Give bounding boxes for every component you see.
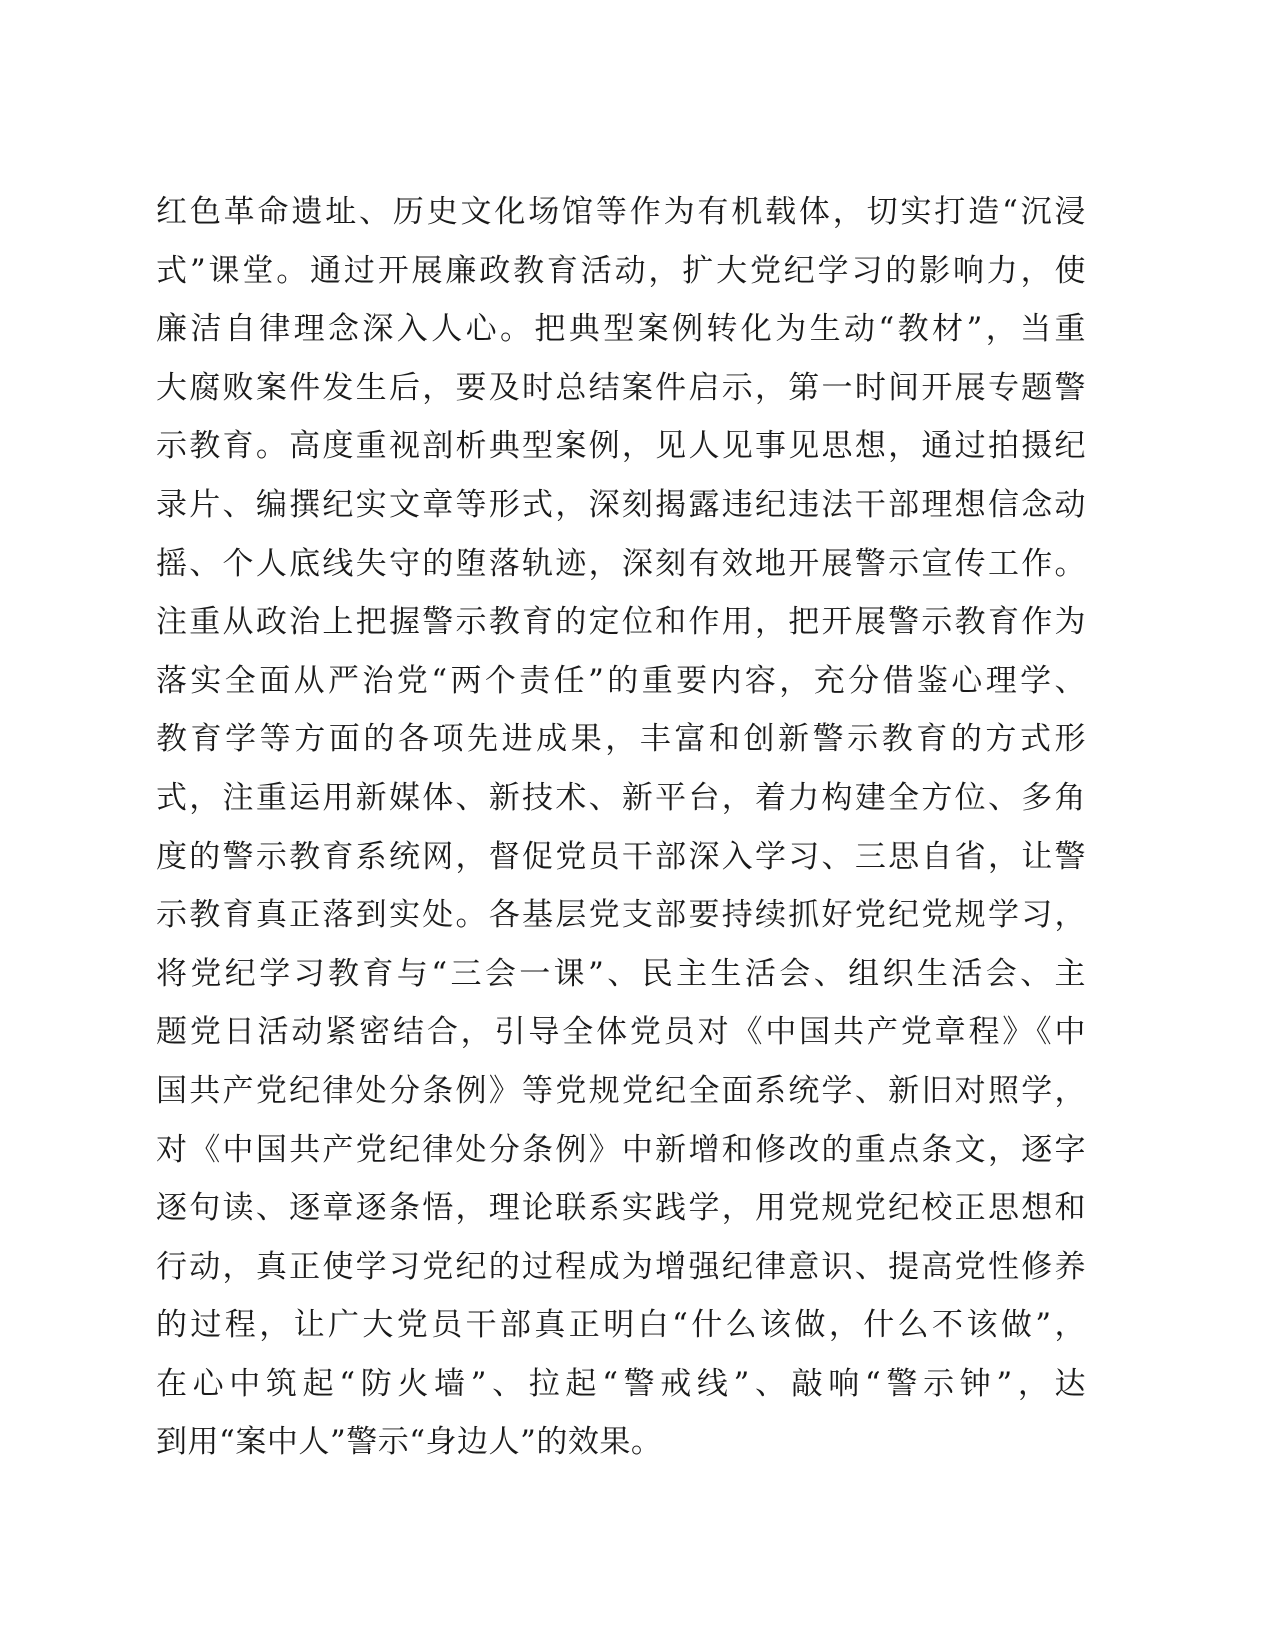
text-line: 度的警示教育系统网，督促党员干部深入学习、三思自省，让警	[156, 838, 1086, 875]
text-line: 行动，真正使学习党纪的过程成为增强纪律意识、提高党性修养	[156, 1248, 1086, 1285]
text-line: 教育学等方面的各项先进成果，丰富和创新警示教育的方式形	[156, 721, 1086, 758]
text-line: 逐句读、逐章逐条悟，理论联系实践学，用党规党纪校正思想和	[156, 1190, 1086, 1227]
text-line: 国共产党纪律处分条例》等党规党纪全面系统学、新旧对照学，	[156, 1072, 1086, 1109]
body-paragraph	[156, 183, 1086, 1472]
text-line: 题党日活动紧密结合，引导全体党员对《中国共产党章程》《中	[156, 1014, 1086, 1051]
text-line: 的过程，让广大党员干部真正明白“什么该做，什么不该做”，	[156, 1307, 1086, 1344]
text-line: 在心中筑起“防火墙”、拉起“警戒线”、敲响“警示钟”，达	[156, 1365, 1086, 1402]
text-line: 红色革命遗址、历史文化场馆等作为有机载体，切实打造“沉浸	[156, 194, 1086, 230]
text-line: 式，注重运用新媒体、新技术、新平台，着力构建全方位、多角	[156, 779, 1086, 816]
text-line: 示教育真正落到实处。各基层党支部要持续抓好党纪党规学习，	[156, 897, 1086, 934]
text-line: 对《中国共产党纪律处分条例》中新增和修改的重点条文，逐字	[156, 1131, 1086, 1168]
text-line: 式”课堂。通过开展廉政教育活动，扩大党纪学习的影响力，使	[156, 252, 1086, 289]
text-line: 将党纪学习教育与“三会一课”、民主生活会、组织生活会、主	[156, 955, 1086, 992]
text-line: 注重从政治上把握警示教育的定位和作用，把开展警示教育作为	[156, 604, 1086, 641]
text-line: 廉洁自律理念深入人心。把典型案例转化为生动“教材”，当重	[156, 311, 1086, 348]
text-line: 录片、编撰纪实文章等形式，深刻揭露违纪违法干部理想信念动	[156, 486, 1086, 523]
text-line-last: 到用“案中人”警示“身边人”的效果。	[156, 1424, 663, 1461]
text-line: 示教育。高度重视剖析典型案例，见人见事见思想，通过拍摄纪	[156, 428, 1086, 465]
text-line: 摇、个人底线失守的堕落轨迹，深刻有效地开展警示宣传工作。	[156, 545, 1086, 582]
text-line: 落实全面从严治党“两个责任”的重要内容，充分借鉴心理学、	[156, 662, 1086, 699]
text-line: 大腐败案件发生后，要及时总结案件启示，第一时间开展专题警	[156, 369, 1086, 406]
